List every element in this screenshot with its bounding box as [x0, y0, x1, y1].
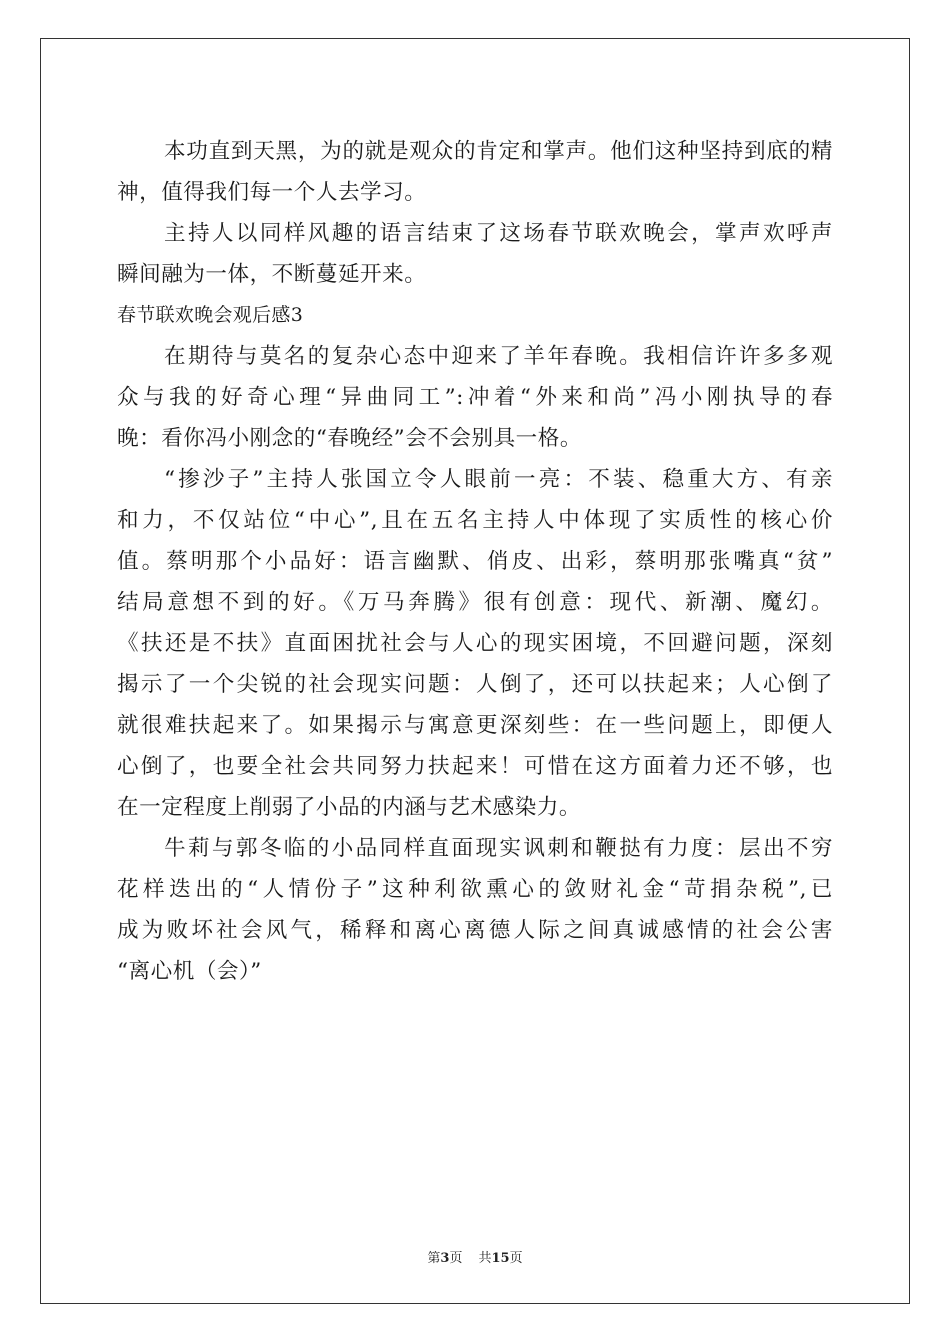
paragraph-line: 牛莉与郭冬临的小品同样直面现实讽刺和鞭挞有力度：层出不穷: [164, 836, 833, 861]
paragraph-line: 众与我的好奇心理“异曲同工”:冲着“外来和尚”冯小刚执导的春: [117, 385, 833, 410]
paragraph-line: 值。蔡明那个小品好：语言幽默、俏皮、出彩，蔡明那张嘴真“贫”: [117, 549, 833, 574]
document-body: [117, 131, 833, 992]
paragraph-line: 就很难扶起来了。如果揭示与寓意更深刻些：在一些问题上，即便人: [117, 713, 833, 738]
paragraph-line: 在期待与莫名的复杂心态中迎来了羊年春晚。我相信许许多多观: [164, 344, 833, 369]
paragraph-line: 成为败坏社会风气，稀释和离心离德人际之间真诚感情的社会公害: [117, 918, 833, 943]
paragraph-line: “离心机（会）”: [117, 959, 262, 984]
footer-total-suffix: 页: [509, 1251, 523, 1266]
paragraph-line: “掺沙子”主持人张国立令人眼前一亮：不装、稳重大方、有亲: [164, 467, 833, 492]
footer-page-number: 3: [440, 1251, 450, 1266]
paragraph-line: 《扶还是不扶》直面困扰社会与人心的现实困境，不回避问题，深刻: [117, 631, 833, 656]
footer-page-suffix: 页: [449, 1251, 463, 1266]
paragraph-line: 在一定程度上削弱了小品的内涵与艺术感染力。: [117, 795, 581, 820]
footer-total-prefix: 共: [478, 1251, 492, 1266]
paragraph-line: 主持人以同样风趣的语言结束了这场春节联欢晚会，掌声欢呼声: [164, 221, 833, 246]
paragraph-line: 结局意想不到的好。《万马奔腾》很有创意：现代、新潮、魔幻。: [117, 590, 833, 615]
paragraph-line: 心倒了，也要全社会共同努力扶起来！可惜在这方面着力还不够，也: [117, 754, 833, 779]
paragraph-line: 晚：看你冯小刚念的“春晚经”会不会别具一格。: [117, 426, 582, 451]
paragraph-line: 本功直到天黑，为的就是观众的肯定和掌声。他们这种坚持到底的精: [164, 139, 833, 164]
page-footer: [0, 1247, 950, 1266]
paragraph-line: 瞬间融为一体，不断蔓延开来。: [117, 262, 427, 287]
section-heading: 春节联欢晚会观后感3: [117, 304, 304, 326]
footer-page-prefix: 第: [427, 1251, 441, 1266]
paragraph-line: 神，值得我们每一个人去学习。: [117, 180, 427, 205]
paragraph-line: 花样迭出的“人情份子”这种利欲熏心的敛财礼金“苛捐杂税”,已: [117, 877, 833, 902]
paragraph-line: 揭示了一个尖锐的社会现实问题：人倒了，还可以扶起来；人心倒了: [117, 672, 833, 697]
paragraph-line: 和力，不仅站位“中心”,且在五名主持人中体现了实质性的核心价: [117, 508, 833, 533]
footer-total-number: 15: [491, 1251, 510, 1266]
